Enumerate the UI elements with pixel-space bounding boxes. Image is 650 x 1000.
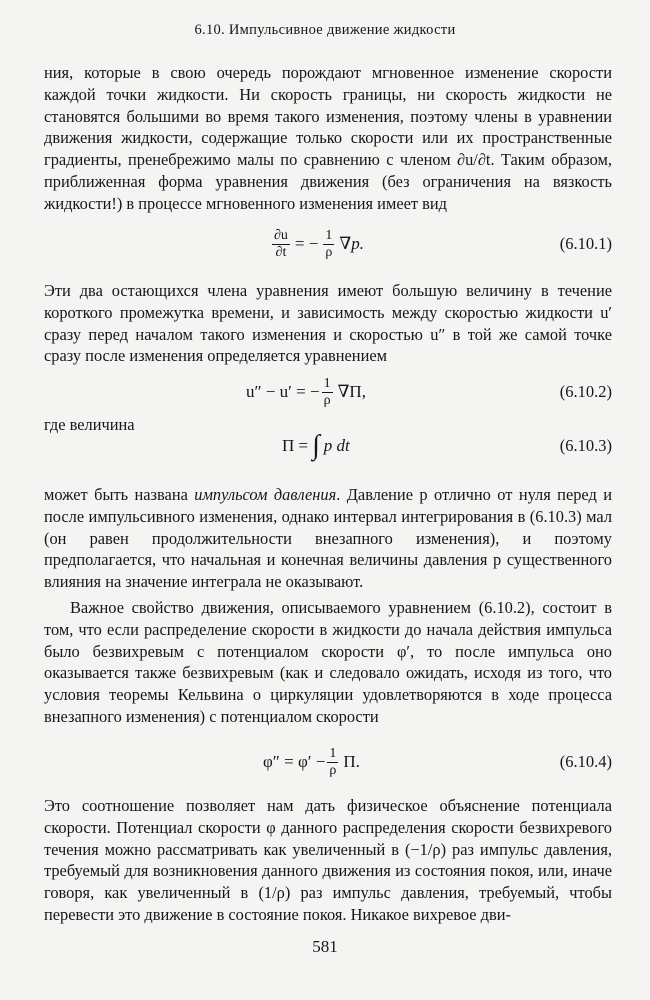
equals-minus: = − [294,234,319,253]
denominator: ρ [325,244,333,260]
emphasized-term: импульсом давления [194,485,337,504]
equation-6-10-2 [44,370,612,414]
lhs: φ″ = φ′ − [263,752,326,771]
numerator: 1 [325,227,333,243]
equation-body [282,424,350,468]
rhs: ∇p. [339,234,364,253]
running-header: 6.10. Импульсивное движение жидкости [194,22,456,38]
paragraph-1: ния, которые в свою очередь порождают мгновенное изменение скорости каждой точки жидкости. Ни скорость границы, ни скорость жидкости не становятся большими во время такого изменения, поэтому члены в уравнении движения жидкости, содержащие только скорости или их пространственные градиенты, пренебрежимо малы по сравнению с членом ∂u/∂t. Таким образом, приближенная форма уравнения движения (без ограничения на вязкость жидкости!) в процессе мгновенного изменения имеет вид [44,63,612,213]
equation-number: (6.10.4) [559,752,612,771]
equation-6-10-4 [44,740,612,784]
rhs: Π. [343,752,360,771]
coefficient-fraction [327,746,338,779]
rhs: ∇Π, [337,382,366,401]
equation-body [263,740,360,784]
numerator: 1 [323,375,331,391]
coefficient-fraction [322,376,333,409]
equation-body [246,370,366,414]
lhs: u″ − u′ = − [246,382,320,401]
lhs: Π = [282,436,309,455]
denominator: ρ [329,762,337,778]
equation-body [270,222,364,266]
paragraph-4 [44,484,612,593]
integral-sign: ∫ [312,430,320,461]
numerator: 1 [329,745,337,761]
text-segment: может быть названа [44,485,195,504]
equation-6-10-1 [44,222,612,266]
where-label: где величина [44,415,135,434]
numerator: ∂u [274,227,288,243]
paragraph-6: Это соотношение позволяет нам дать физическое объяснение потенциала скорости. Потенциал скорости φ данного распределения скорости безвихревого течения можно рассматривать как увеличенный в (−1/ρ) раз импульс давления, требуемый для возникновения данного движения из состояния покоя, или, иначе говоря, как увеличенный в (1/ρ) раз импульс давления, требуемый, чтобы перевести это движение в состояние покоя. Никакое вихревое дви- [44,796,612,924]
equation-number: (6.10.3) [559,436,612,455]
equation-number: (6.10.2) [559,382,612,401]
integrand: p dt [323,436,350,455]
equation-number: (6.10.1) [559,234,612,253]
text-segment: . Давление p отлично от нуля перед и после импульсивного изменения, однако интервал интегрирования в (6.10.3) мал (он равен продолжительности внезапного изменения), и поэтому предполагается, что начальная и конечная величины давления p существенного влияния на значение интеграла не оказывают. [44,485,612,592]
lhs-fraction [272,228,290,261]
equation-6-10-3 [44,415,612,468]
denominator: ∂t [275,244,287,260]
denominator: ρ [323,392,331,408]
page-number: 581 [312,937,338,956]
coefficient-fraction [323,228,334,261]
paragraph-2: Эти два остающихся члена уравнения имеют большую величину в течение короткого промежутка времени, и зависимость между скоростью жидкости u′ сразу перед началом такого изменения и скоростью u″ в той же самой точке сразу после изменения определяется уравнением [44,281,612,366]
paragraph-5: Важное свойство движения, описываемого уравнением (6.10.2), состоит в том, что если распределение скорости в жидкости до начала действия импульса было безвихревым с потенциалом скорости φ′, то после импульса оно оказывается также безвихревым (как и следовало ожидать, исходя из того, что условия теоремы Кельвина о циркуляции удовлетворяются в ходе процесса внезапного изменения) с потенциалом скорости [44,598,612,726]
